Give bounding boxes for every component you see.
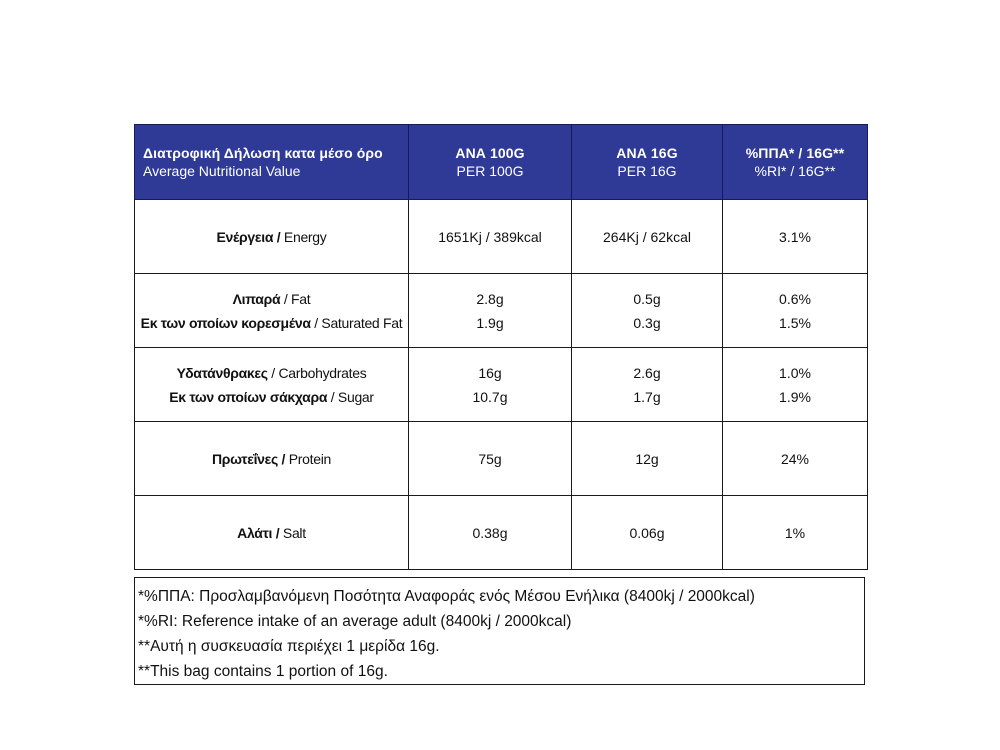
nutrient-name-english: Energy [280,228,327,245]
table-row [135,348,868,422]
per100-value-cell [409,422,572,496]
nutrient-label-cell [135,422,409,496]
nutrient-name-english: / Fat [280,290,311,307]
nutrient-label [135,521,408,545]
nutrient-label [135,287,408,311]
header-col3-english: PER 16G [617,163,677,179]
ri-value: 3.1% [779,228,811,245]
ri-percent-cell [723,348,868,422]
per16-value-cell [572,348,723,422]
per16-value: 2.6g [633,364,661,381]
nutrient-name-greek: Πρωτεΐνες / [211,450,286,467]
nutrient-name-english: / Carbohydrates [267,364,367,381]
header-col2-greek: ΑΝΑ 100G [455,145,525,161]
nutrient-name-greek: Εκ των οποίων κορεσμένα [140,314,311,331]
nutrient-label [135,311,408,335]
per16-value-cell [572,496,723,570]
nutrient-label-cell [135,496,409,570]
per100-value-cell [409,496,572,570]
ri-value: 24% [780,450,810,467]
nutrient-name-greek: Αλάτι / [237,524,280,541]
nutrient-name-greek: Ενέργεια / [216,228,281,245]
per100-value: 16g [478,364,502,381]
nutrient-label [135,447,408,471]
per100-value: 2.8g [476,290,504,307]
header-col1-greek: Διατροφική Δήλωση κατα μέσο όρο [143,145,383,161]
per16-value-cell [572,274,723,348]
nutrient-name-english: Protein [285,450,332,467]
table-header-row [135,125,868,200]
nutrient-label-cell [135,274,409,348]
header-per100-column [409,125,572,200]
ri-value: 1% [784,524,806,541]
nutrient-name-greek: Υδατάνθρακες [176,364,268,381]
nutrient-label [135,385,408,409]
per100-value-cell [409,274,572,348]
header-col1-english: Average Nutritional Value [143,163,301,179]
table-row [135,200,868,274]
nutrient-name-english: / Sugar [327,388,374,405]
per100-value-cell [409,200,572,274]
nutrient-label [135,225,408,249]
nutrition-table [134,124,868,570]
table-row [135,422,868,496]
table-body [135,200,868,570]
ri-percent-cell [723,422,868,496]
per16-value-cell [572,422,723,496]
per16-value: 0.06g [629,524,665,541]
ri-percent-cell [723,200,868,274]
header-col3-greek: ΑΝΑ 16G [616,145,678,161]
header-ri-column [723,125,868,200]
nutrient-label-cell [135,200,409,274]
per16-value: 1.7g [633,388,661,405]
footnote-ri-greek: *%ΠΠΑ: Προσλαμβανόμενη Ποσότητα Αναφοράς ενός Μέσου Ενήλικα (8400kj / 2000kcal) [138,588,755,605]
header-per16-column [572,125,723,200]
nutrient-name-greek: Εκ των οποίων σάκχαρα [169,388,328,405]
per16-value: 264Kj / 62kcal [603,228,691,245]
footnote-portion-greek: **Αυτή η συσκευασία περιέχει 1 μερίδα 16g. [138,638,440,655]
per100-value: 1.9g [476,314,504,331]
per16-value: 0.3g [633,314,661,331]
nutrient-name-english: Salt [279,524,306,541]
footnotes-box [134,577,865,685]
per100-value: 75g [478,450,502,467]
per100-value-cell [409,348,572,422]
ri-value: 1.0% [779,364,811,381]
header-col4-english: %RI* / 16G** [754,163,836,179]
per16-value-cell [572,200,723,274]
ri-value: 1.5% [779,314,811,331]
nutrient-name-english: / Saturated Fat [310,314,403,331]
per16-value: 12g [635,450,659,467]
header-nutrient-column [135,125,409,200]
ri-percent-cell [723,274,868,348]
ri-percent-cell [723,496,868,570]
nutrient-name-greek: Λιπαρά [232,290,281,307]
nutrient-label-cell [135,348,409,422]
table-row [135,496,868,570]
ri-value: 0.6% [779,290,811,307]
footnote-portion-english: **This bag contains 1 portion of 16g. [138,663,388,680]
table-row [135,274,868,348]
nutrient-label [135,361,408,385]
per100-value: 0.38g [472,524,508,541]
footnote-ri-english: *%RI: Reference intake of an average adult (8400kj / 2000kcal) [138,613,572,630]
header-col2-english: PER 100G [456,163,524,179]
header-col4-greek: %ΠΠΑ* / 16G** [745,145,845,161]
per100-value: 1651Kj / 389kcal [438,228,542,245]
ri-value: 1.9% [779,388,811,405]
per100-value: 10.7g [472,388,508,405]
per16-value: 0.5g [633,290,661,307]
